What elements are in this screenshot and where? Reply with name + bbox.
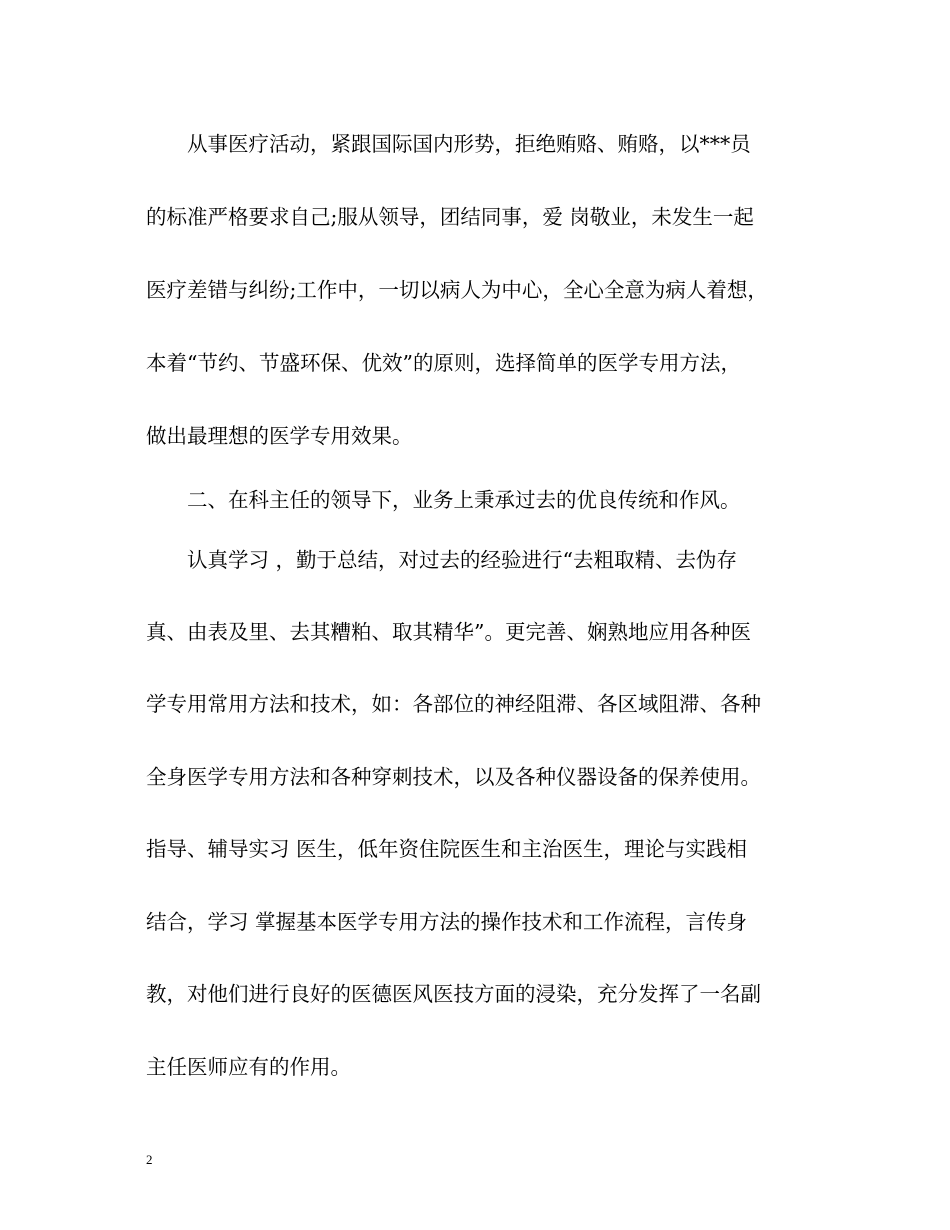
text-line: 真、由表及里、去其糟粕、取其精华”。更完善、娴熟地应用各种医 bbox=[146, 620, 751, 644]
text-line: 结合，学习 掌握基本医学专用方法的操作技术和工作流程，言传身 bbox=[146, 910, 748, 934]
text-line: 从事医疗活动，紧跟国际国内形势，拒绝贿赂、贿赂，以***员 bbox=[187, 132, 751, 156]
text-line: 本着“节约、节盛环保、优效”的原则，选择简单的医学专用方法， bbox=[146, 351, 741, 375]
text-line: 做出最理想的医学专用效果。 bbox=[146, 424, 413, 448]
text-line: 医疗差错与纠纷;工作中，一切以病人为中心，全心全意为病人着想， bbox=[146, 278, 768, 302]
text-line: 认真学习 ，勤于总结，对过去的经验进行“去粗取精、去伪存 bbox=[187, 548, 737, 572]
section-heading: 二、在科主任的领导下，业务上秉承过去的优良传统和作风。 bbox=[187, 488, 741, 512]
text-line: 教，对他们进行良好的医德医风医技方面的浸染，充分发挥了一名副 bbox=[146, 982, 761, 1006]
page-number: 2 bbox=[146, 1152, 153, 1167]
text-line: 学专用常用方法和技术，如：各部位的神经阻滞、各区域阻滞、各种 bbox=[146, 692, 761, 716]
text-line: 指导、辅导实习 医生，低年资住院医生和主治医生，理论与实践相 bbox=[146, 837, 748, 861]
text-line: 全身医学专用方法和各种穿刺技术，以及各种仪器设备的保养使用。 bbox=[146, 765, 761, 789]
text-line: 的标准严格要求自己;服从领导，团结同事，爱 岗敬业，未发生一起 bbox=[146, 205, 754, 229]
text-line: 主任医师应有的作用。 bbox=[146, 1055, 351, 1079]
